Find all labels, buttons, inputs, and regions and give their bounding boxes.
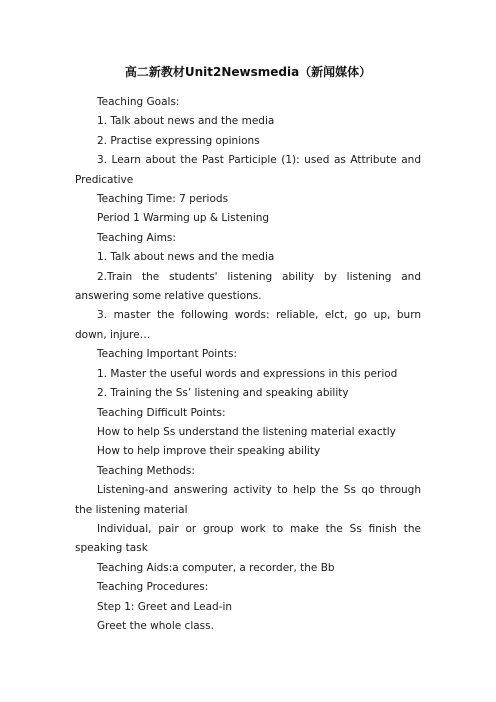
paragraph-important-1: 1. Master the useful words and expressions in this period — [97, 367, 398, 380]
paragraph-period-1: Period 1 Warming up & Listening — [97, 212, 270, 225]
paragraph-teaching-methods: Teaching Methods: — [97, 464, 195, 477]
paragraph-aim-3: 3. master the following words: reliable, elct, go up, burn down, injure… — [75, 309, 421, 341]
paragraph-method-2: Individual, pair or group work to make the Ss finish the speaking task — [75, 522, 421, 555]
paragraph-difficult-points: Teaching Difficult Points: — [97, 406, 226, 419]
document-title: 高二新教材Unit2Newsmedia（新闻媒体） — [124, 65, 372, 79]
paragraph-goal-1: 1. Talk about news and the media — [97, 115, 275, 128]
paragraph-difficult-2: How to help improve their speaking ability — [97, 445, 321, 458]
paragraph-greet: Greet the whole class. — [97, 619, 214, 632]
paragraph-important-points: Teaching Important Points: — [97, 348, 237, 361]
paragraph-teaching-goals: Teaching Goals: — [97, 96, 180, 108]
paragraph-step-1: Step 1: Greet and Lead-in — [97, 600, 233, 613]
paragraph-teaching-procedures: Teaching Procedures: — [97, 581, 209, 594]
paragraph-goal-3: 3. Learn about the Past Participle (1): used as Attribute and Predicative — [75, 154, 421, 186]
paragraph-method-1: Listening-and answering activity to help the Ss qo through the listening material — [75, 484, 421, 516]
paragraph-important-2: 2. Training the Ss’ listening and speaking ability — [97, 387, 349, 400]
paragraph-aim-1: 1. Talk about news and the media — [97, 251, 275, 264]
paragraph-difficult-1: How to help Ss understand the listening material exactly — [97, 425, 396, 438]
paragraph-teaching-aims: Teaching Aims: — [97, 231, 176, 244]
document-body — [75, 93, 421, 636]
paragraph-teaching-time: Teaching Time: 7 periods — [97, 193, 229, 206]
paragraph-goal-2: 2. Practise expressing opinions — [97, 134, 260, 147]
paragraph-aim-2: 2.Train the students' listening ability by listening and answering some relative questions. — [75, 270, 421, 303]
paragraph-teaching-aids: Teaching Aids:a computer, a recorder, the Bb — [97, 561, 335, 574]
